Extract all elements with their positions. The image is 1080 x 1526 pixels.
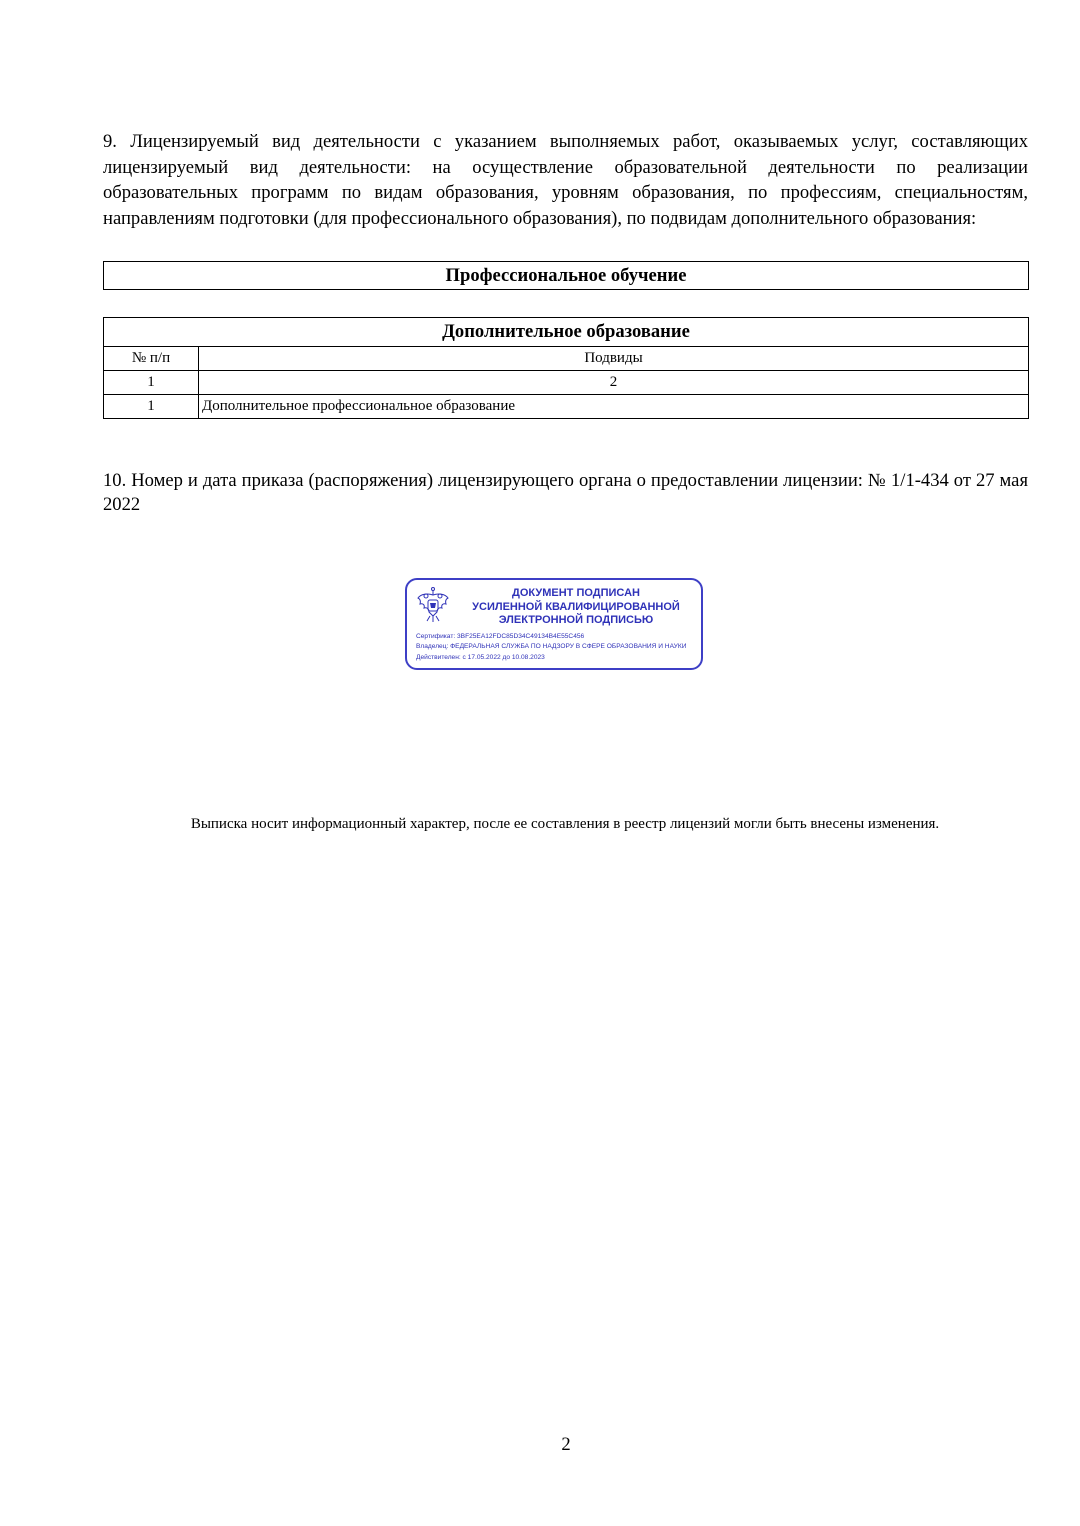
stamp-title-line: УСИЛЕННОЙ КВАЛИФИЦИРОВАННОЙ	[472, 600, 680, 613]
professional-training-table	[103, 261, 1029, 290]
column-numbering-row	[104, 371, 1029, 395]
stamp-validity: Действителен: с 17.05.2022 до 10.08.2023	[416, 653, 545, 661]
stamp-title-line: ЭЛЕКТРОННОЙ ПОДПИСЬЮ	[498, 614, 654, 626]
section-9-text: 9. Лицензируемый вид деятельности с указанием выполняемых работ, оказываемых услуг, составляющих лицензируемый вид деятельности: на осуществление образовательной деятельности по реализации образовательных программ по видам образования, уровням образования, по профессиям, специальностям, направлениям подготовки (для профессионального образования), по подвидам дополнительного образования:	[103, 131, 1028, 230]
stamp-title	[453, 587, 699, 628]
column-number-2: 2	[199, 371, 1029, 395]
professional-training-title: Профессиональное обучение	[104, 262, 1029, 290]
additional-education-table	[103, 317, 1029, 419]
footer-note: Выписка носит информационный характер, после ее составления в реестр лицензий могли быть внесены изменения.	[190, 816, 940, 832]
table-row	[104, 395, 1029, 419]
stamp-certificate: Сертификат: 3BF25EA12FDC85D34C49134B4E55C456	[416, 633, 585, 640]
electronic-signature-stamp	[405, 578, 703, 670]
stamp-details	[416, 632, 702, 663]
column-header-number: № п/п	[104, 347, 199, 371]
column-header-subtypes: Подвиды	[199, 347, 1029, 371]
page-number: 2	[561, 1434, 571, 1455]
stamp-title-line: ДОКУМЕНТ ПОДПИСАН	[512, 587, 640, 599]
column-number-1: 1	[104, 371, 199, 395]
section-10-text: 10. Номер и дата приказа (распоряжения) лицензирующего органа о предоставлении лицензии: № 1/1-434 от 27 мая 2022	[103, 470, 1028, 515]
row-number: 1	[104, 395, 199, 419]
additional-education-title: Дополнительное образование	[104, 318, 1029, 347]
row-subtype: Дополнительное профессиональное образование	[199, 395, 1029, 419]
stamp-owner: Владелец: ФЕДЕРАЛЬНАЯ СЛУЖБА ПО НАДЗОРУ В СФЕРЕ ОБРАЗОВАНИЯ И НАУКИ	[416, 643, 687, 651]
table-header-row	[104, 347, 1029, 371]
coat-of-arms-icon	[415, 586, 451, 624]
